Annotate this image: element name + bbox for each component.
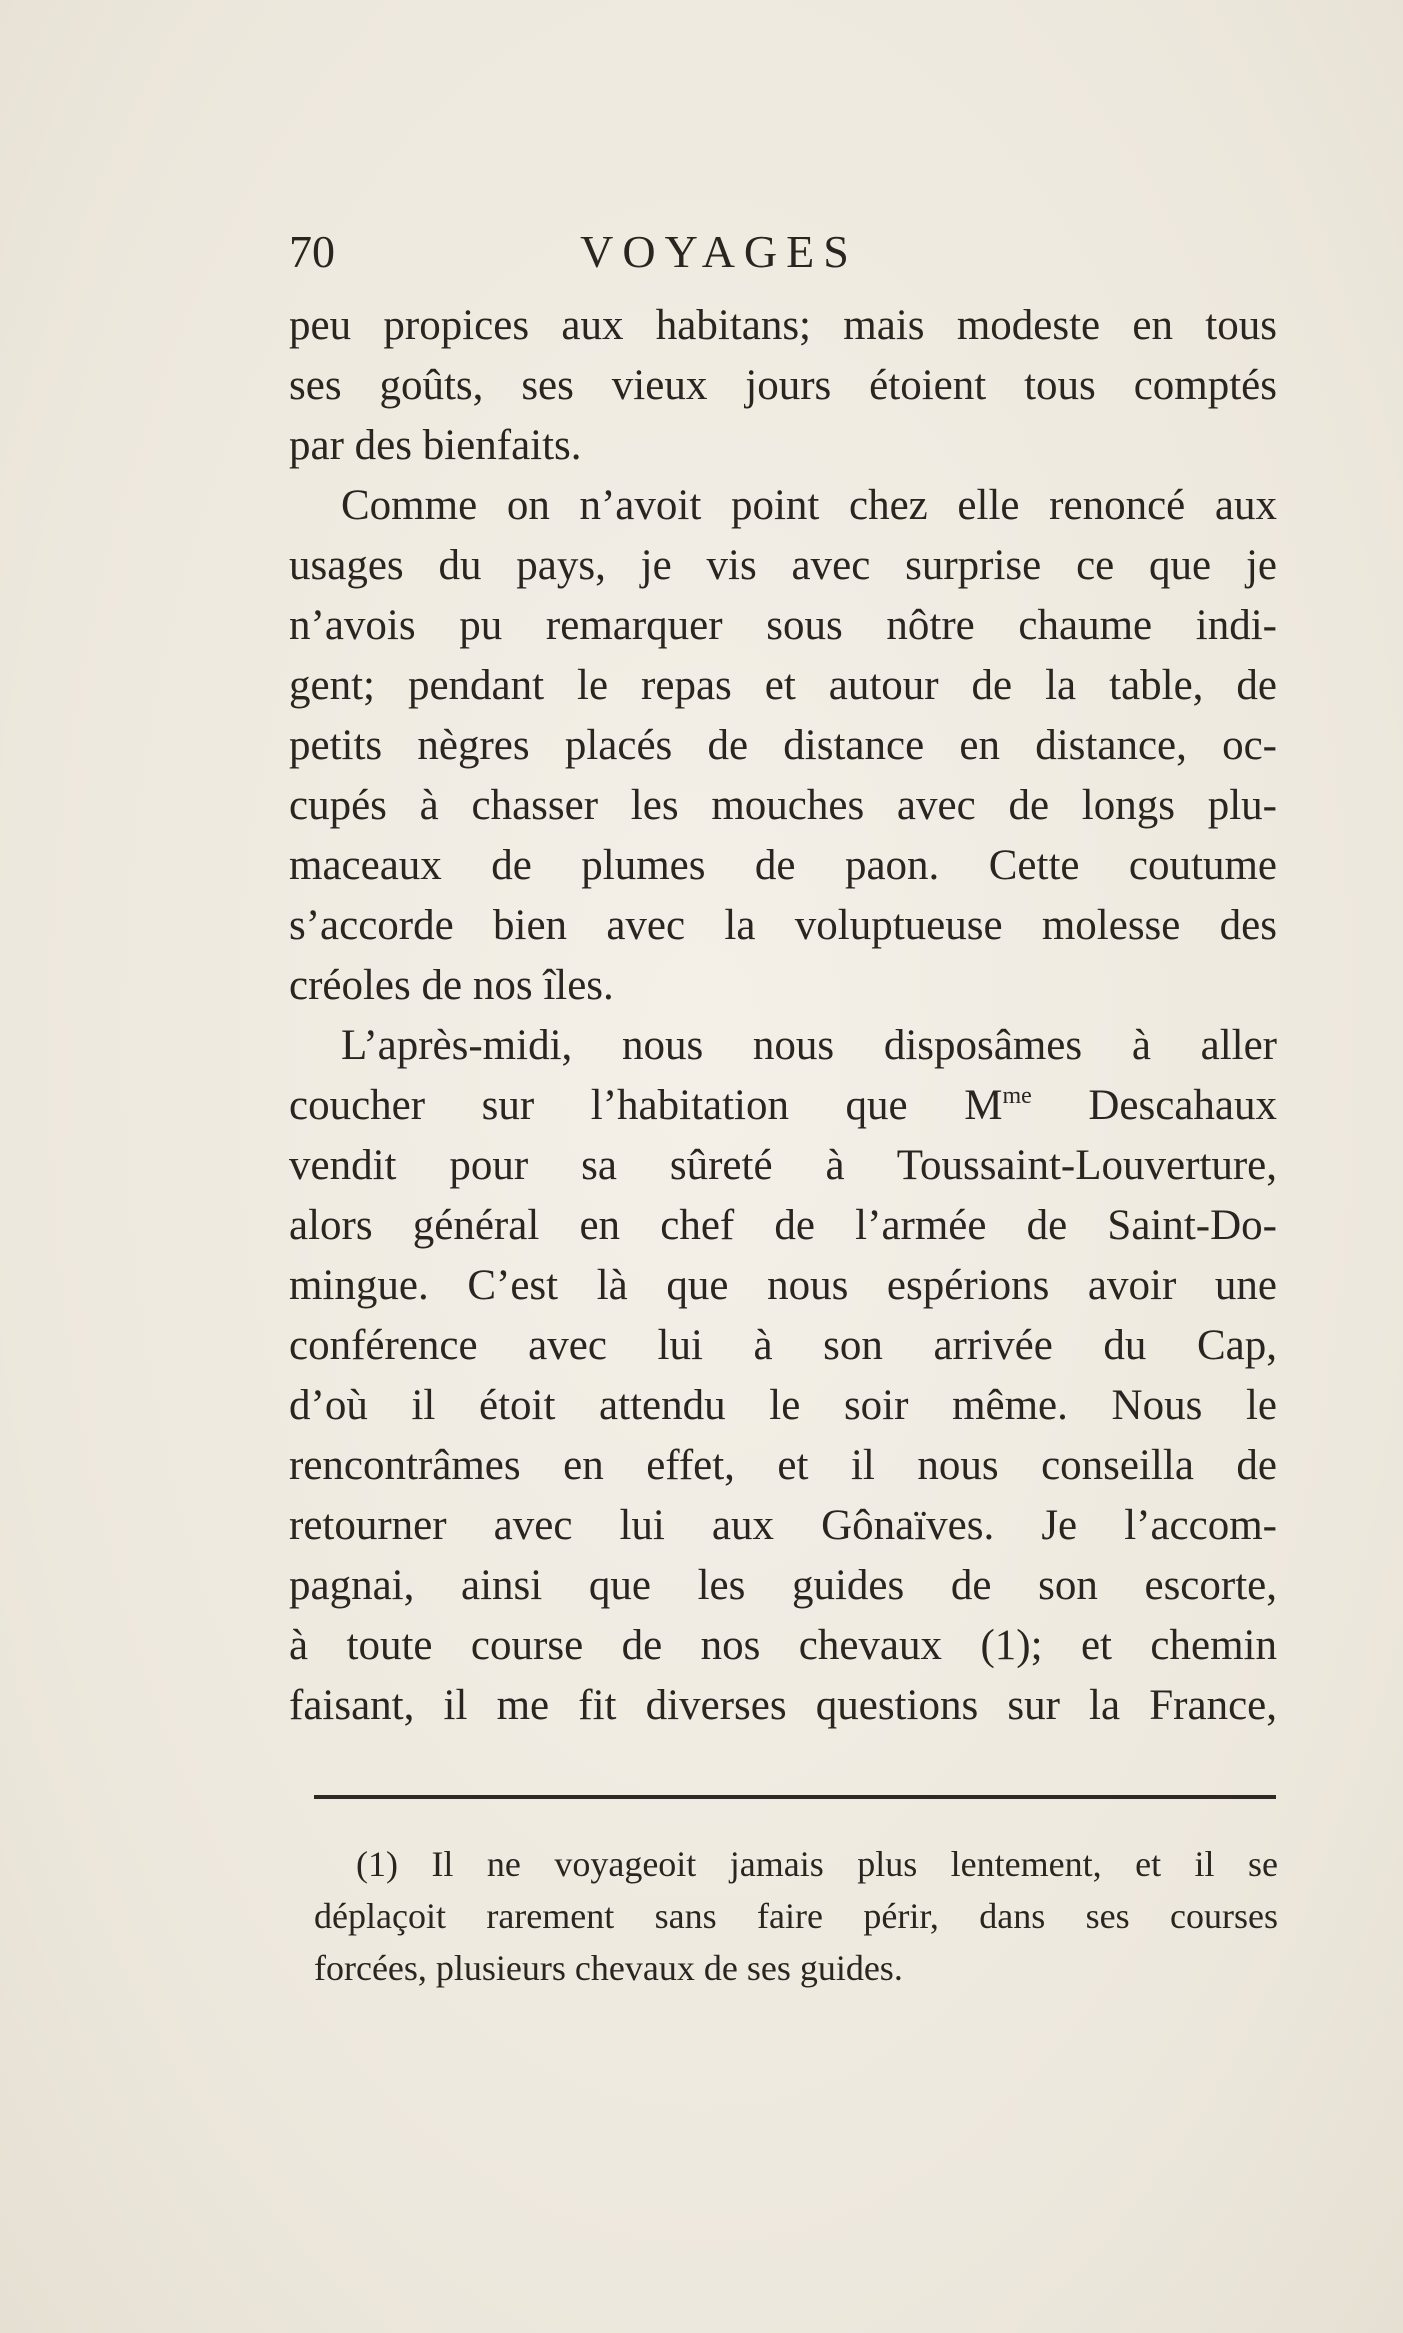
honorific-superscript: me xyxy=(1002,1083,1032,1109)
text-line: mingue. C’est là que nous espérions avoir une xyxy=(289,1262,1277,1309)
text-line: à toute course de nos chevaux (1); et chemin xyxy=(289,1622,1277,1669)
text-line: alors général en chef de l’armée de Saint-Do- xyxy=(289,1202,1277,1249)
text-line: s’accorde bien avec la voluptueuse molesse des xyxy=(289,902,1277,949)
text-line: créoles de nos îles. xyxy=(289,962,614,1009)
text-line: pagnai, ainsi que les guides de son escorte, xyxy=(289,1562,1277,1609)
text-line: vendit pour sa sûreté à Toussaint-Louverture, xyxy=(289,1142,1277,1189)
text-line: n’avois pu remarquer sous nôtre chaume indi- xyxy=(289,602,1277,649)
text-line: maceaux de plumes de paon. Cette coutume xyxy=(289,842,1277,889)
footnote xyxy=(314,1838,1278,1994)
text-line: petits nègres placés de distance en distance, oc- xyxy=(289,722,1277,769)
line-segment: coucher sur l’habitation que xyxy=(289,1082,908,1129)
text-line: par des bienfaits. xyxy=(289,422,582,469)
text-line: peu propices aux habitans; mais modeste en tous xyxy=(289,302,1277,349)
text-line: cupés à chasser les mouches avec de longs plu- xyxy=(289,782,1277,829)
footnote-line: déplaçoit rarement sans faire périr, dans ses courses xyxy=(314,1896,1278,1936)
text-line: faisant, il me fit diverses questions sur la France, xyxy=(289,1682,1277,1729)
text-line: gent; pendant le repas et autour de la table, de xyxy=(289,662,1277,709)
running-title: VOYAGES xyxy=(580,226,858,277)
text-line: conférence avec lui à son arrivée du Cap, xyxy=(289,1322,1277,1369)
body-text xyxy=(289,296,1277,1736)
line-segment: Descahaux xyxy=(1088,1082,1278,1129)
text-line: Comme on n’avoit point chez elle renoncé aux xyxy=(341,482,1277,529)
footnote-rule xyxy=(314,1795,1276,1799)
text-line: d’où il étoit attendu le soir même. Nous le xyxy=(289,1382,1277,1429)
footnote-line: forcées, plusieurs chevaux de ses guides. xyxy=(314,1948,903,1988)
text-line: retourner avec lui aux Gônaïves. Je l’accom- xyxy=(289,1502,1277,1549)
text-line: rencontrâmes en effet, et il nous conseilla de xyxy=(289,1442,1277,1489)
text-line: L’après-midi, nous nous disposâmes à aller xyxy=(341,1022,1277,1069)
text-line: usages du pays, je vis avec surprise ce que je xyxy=(289,542,1277,589)
text-line-with-honorific xyxy=(289,1076,1277,1136)
page-header xyxy=(289,222,1269,282)
footnote-line: (1) Il ne voyageoit jamais plus lentement, et il se xyxy=(356,1844,1278,1884)
honorific: $M^{me}$ xyxy=(964,1082,1032,1129)
text-line: ses goûts, ses vieux jours étoient tous comptés xyxy=(289,362,1277,409)
page-number: 70 xyxy=(289,226,335,277)
